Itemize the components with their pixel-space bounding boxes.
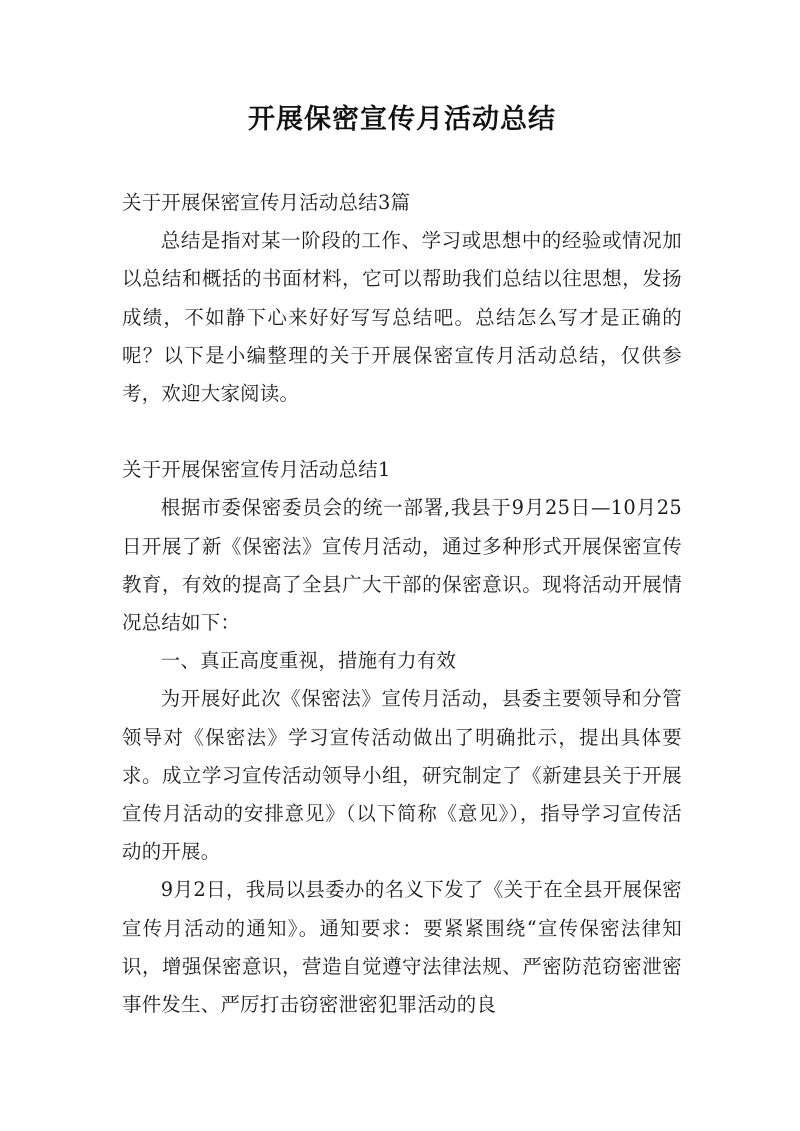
body-paragraph: 9月2日，我局以县委办的名义下发了《关于在全县开展保密宣传月活动的通知》。通知要求：要紧紧围绕“宣传保密法律知识，增强保密意识，营造自觉遵守法律法规、严密防范窃密泄密事件发生、严厉打击窃密泄密犯罪活动的良 <box>122 878 682 1017</box>
intro-paragraph: 总结是指对某一阶段的工作、学习或思想中的经验或情况加以总结和概括的书面材料，它可以帮助我们总结以往思想，发扬成绩，不如静下心来好好写写总结吧。总结怎么写才是正确的呢？以下是小编整理的关于开展保密宣传月活动总结，仅供参考，欢迎大家阅读。 <box>122 229 682 406</box>
document-title: 开展保密宣传月活动总结 <box>248 104 556 135</box>
body-paragraph: 为开展好此次《保密法》宣传月活动，县委主要领导和分管领导对《保密法》学习宣传活动做出了明确批示，提出具体要求。成立学习宣传活动领导小组，研究制定了《新建县关于开展宣传月活动的安排意见》（以下简称《意见》），指导学习宣传活动的开展。 <box>122 687 682 864</box>
document-body <box>122 184 682 1024</box>
article-subtitle: 关于开展保密宣传月活动总结3篇 <box>122 191 411 214</box>
body-paragraph: 根据市委保密委员会的统一部署,我县于9月25日—10月25日开展了新《保密法》宣传月活动，通过多种形式开展保密宣传教育，有效的提高了全县广大干部的保密意识。现将活动开展情况总结如下： <box>122 496 682 635</box>
subsection-heading: 一、真正高度重视，措施有力有效 <box>160 649 457 673</box>
section-heading: 关于开展保密宣传月活动总结1 <box>122 458 391 482</box>
